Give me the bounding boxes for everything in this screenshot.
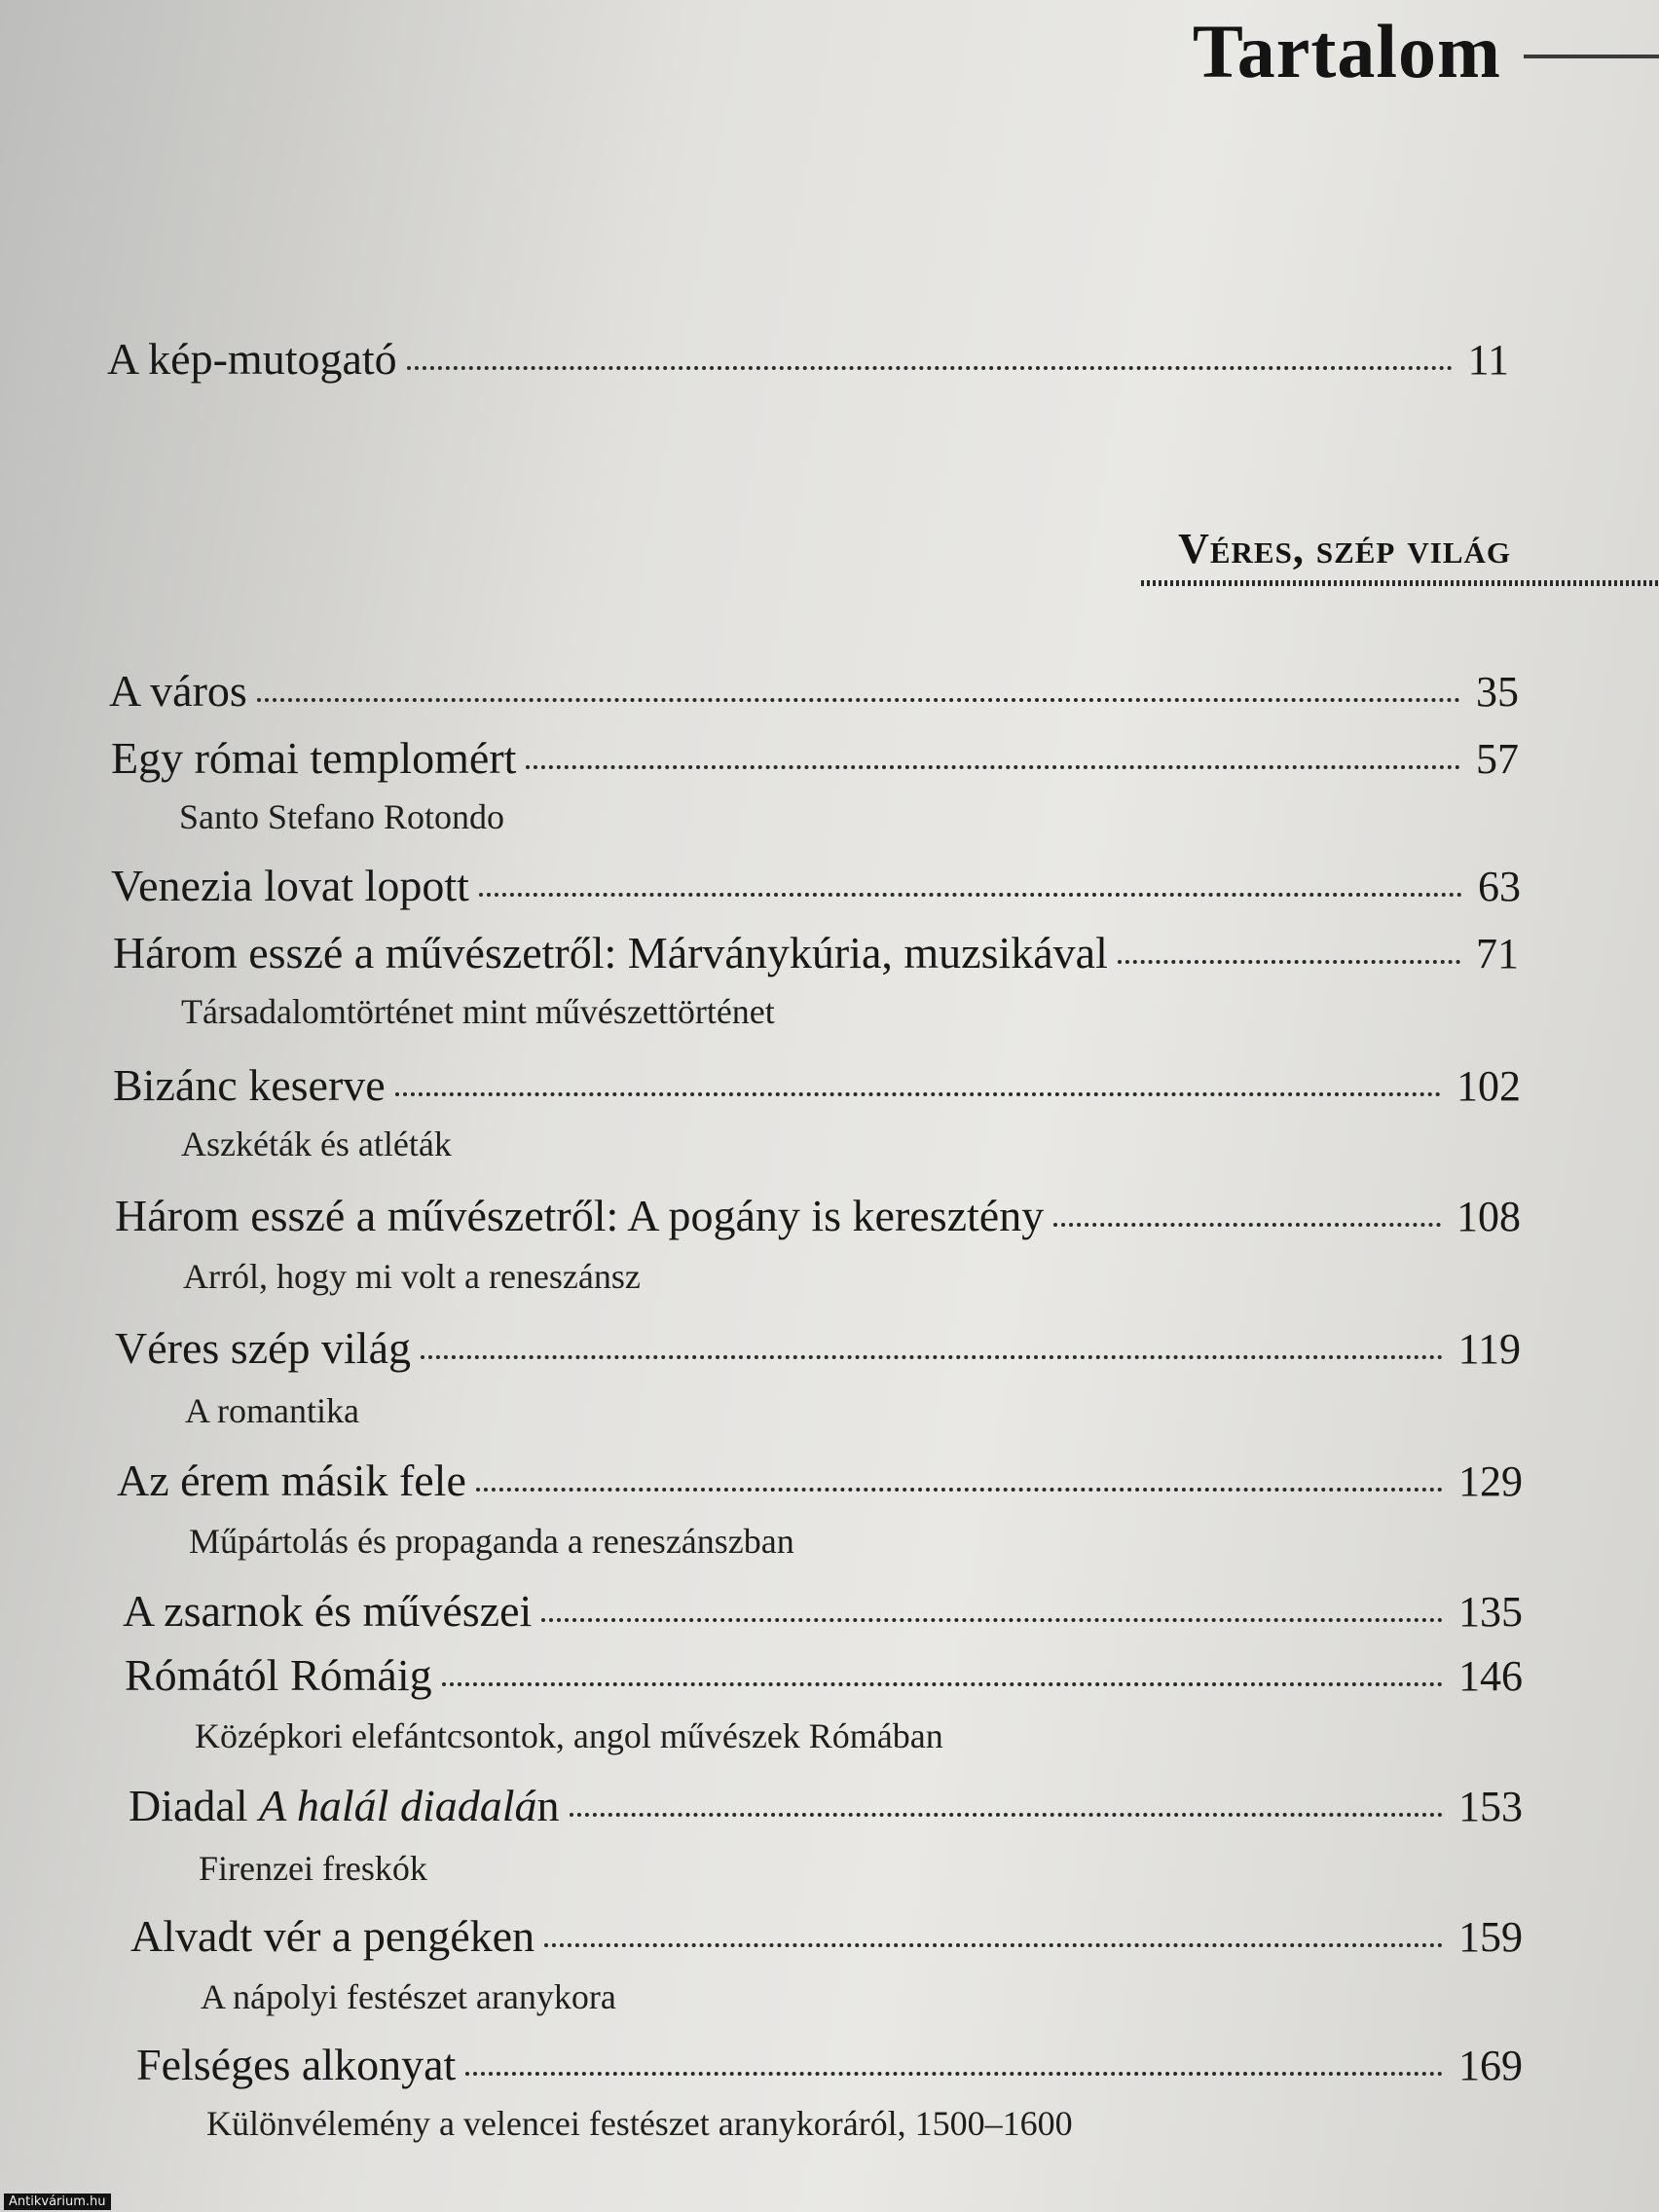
- dot-leader: [479, 893, 1462, 897]
- toc-entry-page: 63: [1478, 863, 1521, 910]
- toc-entry-title: Véres szép világ: [115, 1323, 411, 1373]
- title-rule: [1524, 55, 1659, 58]
- toc-entry: [125, 1649, 1523, 1701]
- toc-entry-title: Felséges alkonyat: [136, 2040, 457, 2089]
- toc-entry-title: Alvadt vér a pengéken: [130, 1911, 535, 1961]
- toc-entry: [113, 927, 1519, 978]
- toc-entry: [107, 333, 1509, 385]
- toc-entry-page: 169: [1458, 2042, 1523, 2089]
- section-rule: [1141, 580, 1659, 586]
- toc-entry-page: 153: [1458, 1783, 1523, 1830]
- toc-entry-subtitle: Műpártolás és propaganda a reneszánszban: [189, 1522, 794, 1561]
- toc-entry: [115, 1322, 1521, 1374]
- toc-entry-title: [129, 1780, 560, 1831]
- dot-leader: [442, 1682, 1443, 1686]
- toc-entry-page: 35: [1476, 668, 1519, 716]
- dot-leader: [544, 1943, 1443, 1947]
- toc-entry: [117, 1455, 1523, 1506]
- toc-entry-subtitle: Arról, hogy mi volt a reneszánsz: [183, 1257, 641, 1296]
- toc-entry-title-italic: A halál diadalá: [259, 1781, 537, 1830]
- toc-entry-subtitle: Santo Stefano Rotondo: [179, 797, 504, 836]
- page-title: Tartalom: [1192, 9, 1501, 93]
- toc-entry: [109, 665, 1519, 717]
- toc-entry-title: A kép-mutogató: [107, 334, 397, 384]
- toc-entry-title: A zsarnok és művészei: [123, 1586, 533, 1636]
- toc-entry-page: 57: [1476, 735, 1519, 783]
- toc-entry-page: 102: [1456, 1062, 1521, 1110]
- toc-entry: [130, 1910, 1523, 1962]
- toc-entry-subtitle: Firenzei freskók: [199, 1849, 427, 1888]
- toc-entry-title: A város: [109, 666, 247, 716]
- toc-entry-title: Venezia lovat lopott: [111, 861, 469, 910]
- toc-entry-title-plain: Diadal: [129, 1781, 260, 1830]
- toc-entry-page: 159: [1458, 1913, 1523, 1961]
- toc-entry-subtitle: Középkori elefántcsontok, angol művészek Rómában: [195, 1716, 943, 1755]
- watermark: Antikvárium.hu: [4, 2194, 111, 2210]
- toc-entry-page: 108: [1456, 1193, 1521, 1240]
- toc-entry-subtitle: A romantika: [185, 1391, 359, 1430]
- toc-entry-title: Egy római templomért: [111, 733, 517, 783]
- dot-leader: [1118, 960, 1460, 964]
- dot-leader: [476, 1488, 1443, 1492]
- dot-leader: [526, 765, 1460, 769]
- dot-leader: [1053, 1223, 1441, 1227]
- toc-entry-page: 119: [1457, 1325, 1521, 1373]
- toc-entry-subtitle: Társadalomtörténet mint művészettörténet: [181, 992, 775, 1031]
- toc-entry-subtitle: Aszkéták és atléták: [181, 1124, 452, 1163]
- toc-entry: [129, 1780, 1523, 1831]
- dot-leader: [407, 366, 1453, 370]
- toc-entry: [115, 1190, 1521, 1241]
- toc-entry-page: 146: [1458, 1652, 1523, 1700]
- section-heading: Véres, szép világ: [1178, 525, 1511, 572]
- toc-entry-title: Rómától Rómáig: [125, 1650, 432, 1700]
- toc-entry-title: Három esszé a művészetről: A pogány is keresztény: [115, 1191, 1045, 1240]
- toc-entry: [111, 732, 1519, 784]
- toc-entry-subtitle: Különvélemény a velencei festészet aranykoráról, 1500–1600: [206, 2104, 1073, 2143]
- toc-entry-title-tail: n: [536, 1781, 560, 1830]
- toc-entry-page: 71: [1476, 930, 1519, 977]
- toc-entry-title: Bizánc keserve: [113, 1060, 386, 1110]
- toc-entry-page: 135: [1458, 1588, 1523, 1636]
- toc-entry-page: 129: [1458, 1457, 1523, 1505]
- toc-entry-page: 11: [1467, 336, 1509, 384]
- dot-leader: [465, 2072, 1443, 2076]
- toc-entry: [123, 1585, 1523, 1637]
- dot-leader: [570, 1813, 1443, 1817]
- toc-entry: [136, 2039, 1523, 2090]
- toc-entry: [111, 860, 1521, 911]
- toc-entry-title: Az érem másik fele: [117, 1456, 466, 1505]
- dot-leader: [541, 1618, 1443, 1622]
- toc-entry: [113, 1059, 1521, 1111]
- dot-leader: [257, 698, 1460, 702]
- dot-leader: [421, 1355, 1443, 1359]
- dot-leader: [395, 1092, 1441, 1096]
- toc-entry-title: Három esszé a művészetről: Márványkúria, muzsikával: [113, 928, 1108, 977]
- toc-entry-subtitle: A nápolyi festészet aranykora: [201, 1977, 616, 2016]
